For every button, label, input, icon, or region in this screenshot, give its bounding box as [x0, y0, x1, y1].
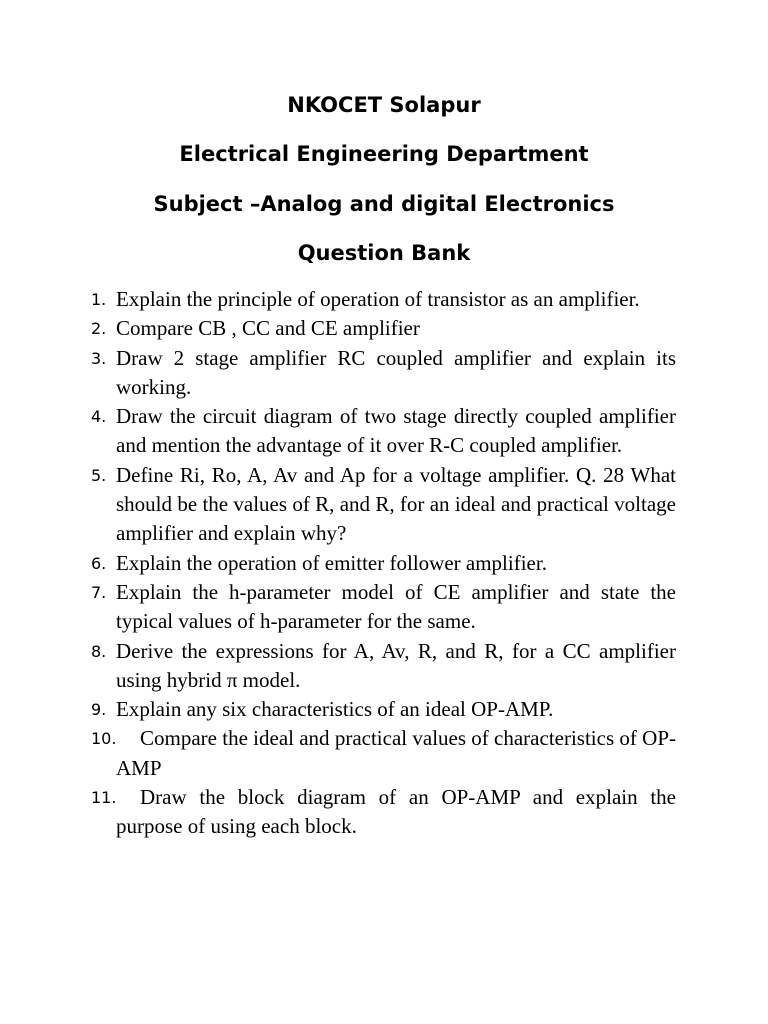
- question-text: Compare the ideal and practical values of characteristics of OP-AMP: [116, 726, 676, 780]
- question-number: 7.: [91, 582, 107, 602]
- question-number: 10.: [91, 729, 117, 749]
- question-item: [82, 314, 676, 343]
- question-item: [82, 578, 676, 637]
- college-name: NKOCET Solapur: [287, 93, 481, 117]
- question-number: 11.: [91, 788, 117, 808]
- question-number: 8.: [91, 641, 107, 661]
- question-item: [82, 285, 676, 314]
- question-item: [82, 637, 676, 696]
- question-item: [82, 724, 676, 783]
- question-item: [82, 783, 676, 842]
- subject-title: Subject –Analog and digital Electronics: [153, 192, 615, 216]
- document-title: Question Bank: [297, 241, 471, 265]
- question-number: 6.: [91, 553, 107, 573]
- question-number: 1.: [91, 290, 107, 309]
- question-number: 5.: [91, 465, 107, 485]
- question-item: [82, 402, 676, 461]
- question-text: Explain any six characteristics of an ideal OP-AMP.: [116, 697, 554, 722]
- department-name: Electrical Engineering Department: [179, 142, 589, 166]
- question-number: 9.: [91, 700, 107, 720]
- question-item: [82, 344, 676, 403]
- question-text: Compare CB , CC and CE amplifier: [116, 316, 420, 341]
- question-text: Draw 2 stage amplifier RC coupled amplifier and explain its working.: [116, 345, 676, 399]
- question-list: [82, 285, 676, 842]
- question-text: Define Ri, Ro, A, Av and Ap for a voltage amplifier. Q. 28 What should be the values of R, and R, for an ideal and practical voltage amplifier and explain why?: [116, 462, 676, 546]
- question-text: Explain the principle of operation of transistor as an amplifier.: [116, 287, 640, 311]
- question-number: 3.: [91, 348, 107, 368]
- question-text: Draw the circuit diagram of two stage directly coupled amplifier and mention the advantage of it over R-C coupled amplifier.: [116, 404, 676, 458]
- question-text: Derive the expressions for A, Av, R, and R, for a CC amplifier using hybrid π model.: [116, 638, 676, 692]
- question-item: [82, 549, 676, 578]
- question-number: 4.: [91, 407, 107, 427]
- question-text: Draw the block diagram of an OP-AMP and explain the purpose of using each block.: [116, 785, 676, 839]
- question-item: [82, 461, 676, 549]
- question-text: Explain the h-parameter model of CE amplifier and state the typical values of h-parameter for the same.: [116, 579, 676, 634]
- question-item: [82, 695, 676, 724]
- question-text: Explain the operation of emitter follower amplifier.: [116, 550, 547, 575]
- question-number: 2.: [91, 319, 107, 339]
